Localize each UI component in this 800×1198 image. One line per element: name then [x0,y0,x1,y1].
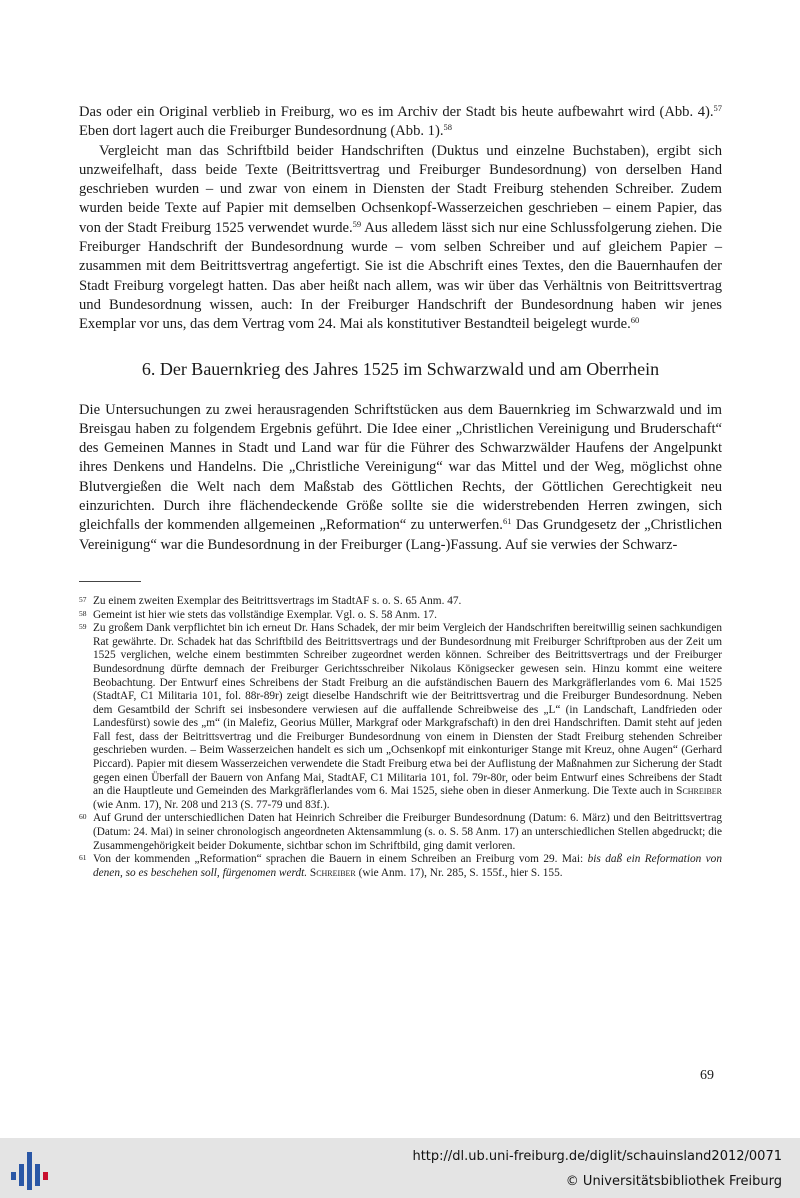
paragraph-text: Das oder ein Original verblieb in Freiburg, wo es im Archiv der Stadt bis heute aufbewahrt wird (Abb. 4). [79,104,714,120]
footnote-number: 57 [79,594,87,604]
paragraph-text: Das Grundgesetz der „Christlichen Vereinigung“ war die Bundesordnung in der Freiburger (Lang-)Fassung. Auf sie verwies der Schwarz- [79,517,722,553]
section-heading: 6. Der Bauernkrieg des Jahres 1525 im Schwarzwald und am Oberrhein [141,358,660,379]
footnotes [79,595,722,880]
footer-bar [0,1138,800,1198]
body-text-2 [79,401,722,555]
footnote-text: Von der kommenden „Reformation“ sprachen die Bauern in einem Schreiben an Freiburg vom 29. Mai: [93,853,588,866]
paragraph-1 [79,103,722,142]
footnote-number: 59 [79,622,87,632]
footnote-number: 61 [79,853,87,863]
footnote-text: (wie Anm. 17), Nr. 208 und 213 (S. 77-79 und 83f.). [93,798,330,811]
footnote-ref-59: 59 [352,218,362,229]
paragraph-2 [79,142,722,335]
footnote-text: Zu großem Dank verpflichtet bin ich erneut Dr. Hans Schadek, der mir beim Vergleich der Handschriften bereitwillig seinen sachkundigen Rat gewährte. Dr. Schadek hat das Schriftbild des Beitrittsvertrags und der Bundesordnung mit Freiburger Schriftproben aus der Zeit um 1525 verglichen, welche einem bestimmten Schreiber zugeordnet werden können. Schreiber des Beitrittsvertrags und der Freiburger Bundesordnung dürfte demnach der Freiburger Gerichtsschreiber Nikolaus Königsecker gewesen sein. Hinzu kommt eine weitere Beobachtung. Der Entwurf eines Schreibens der Stadt Freiburg an die aufständischen Bauern des Markgräflerlandes vom 6. Mai 1525 (StadtAF, C1 Militaria 101, fol. 88r-89r) zeigt dieselbe Handschrift wie der Beitrittsvertrag und die Freiburger Bundesordnung. Neben dem Gesamtbild der Schrift sei insbesondere verwiesen auf die auffallende Schreibweise des „L“ (in Landschaft, Landfrieden oder Landesfürst) sowie des „m“ (in Malefiz, Georius Müller, Markgraf oder Markgrafschaft) in den drei Handschriften. Damit steht auf jeden Fall fest, dass der Beitrittsvertrag und die Freiburger Bundesordnung von einem in Diensten der Stadt Freiburg stehenden Schreiber geschrieben wurden. – Beim Wasserzeichen handelt es sich um „Ochsenkopf mit einkonturiger Stange mit Kreuz, ohne Augen“ (Gerhard Piccard). Papier mit diesem Wasserzeichen verwendete die Stadt Freiburg etwa bei der Auflistung der Maßnahmen zur Sicherung der Stadt gegen einen Überfall der Bauern von Anfang Mai, StadtAF, C1 Militaria 101, fol. 79r-80r, oder beim Entwurf eines Schreibens der Stadt an die Hauptleute und Gemeinden des Markgräflerlandes vom 6. Mai 1525, siehe oben in dieser Anmerkung. Die Texte auch in [93,622,722,798]
document-url-link[interactable]: http://dl.ub.uni-freiburg.de/diglit/schauinsland2012/0071 [412,1149,782,1164]
footnote-ref-58: 58 [443,122,452,133]
footnote-57 [79,595,722,609]
footnote-60 [79,812,722,853]
paragraph-3 [79,401,722,555]
paragraph-text: Vergleicht man das Schriftbild beider Handschriften (Duktus und einzelne Buchstaben), ergibt sich unzweifelhaft, dass beide Texte (Beitrittsvertrag und Freiburger Bundesordnung) von derselben Hand geschrieben wurden – und zwar von einem in Diensten der Stadt Freiburg stehenden Schreiber. Zudem wurden beide Texte auf Papier mit demselben Ochsenkopf-Wasserzeichen geschrieben – einem Papier, das von der Stadt Freiburg 1525 verwendet wurde. [79,142,722,236]
footnote-separator [79,581,141,582]
footnote-text: Auf Grund der unterschiedlichen Daten hat Heinrich Schreiber die Freiburger Bundesordnung (Datum: 6. März) und den Beitrittsvertrag (Datum: 24. Mai) in seiner chronologisch angeordneten Aktensammlung (s. o. S. 58 Anm. 17) an unterschiedlichen Stellen abgedruckt; die Zusammengehörigkeit beider Dokumente, sichtbar schon im Schriftbild, ging damit verloren. [93,812,722,852]
author-name: Schreiber [309,866,356,879]
footnote-61 [79,853,722,880]
body-text [79,103,722,335]
footnote-number: 60 [79,812,87,822]
page-content [79,103,722,880]
footnote-59 [79,622,722,812]
footnote-number: 58 [79,608,87,618]
paragraph-text: Eben dort lagert auch die Freiburger Bundesordnung (Abb. 1). [79,123,444,140]
footnote-text: (wie Anm. 17), Nr. 285, S. 155f., hier S. 155. [355,866,563,879]
author-name: Schreiber [676,785,722,798]
footnote-text: Zu einem zweiten Exemplar des Beitrittsvertrags im StadtAF s. o. S. 65 Anm. 47. [93,594,462,607]
footnote-ref-57: 57 [713,103,722,113]
footnote-text: Gemeint ist hier wie stets das vollständige Exemplar. Vgl. o. S. 58 Anm. 17. [93,608,437,621]
copyright-text: © Universitätsbibliothek Freiburg [565,1174,782,1189]
ub-freiburg-logo-icon[interactable] [8,1148,48,1190]
paragraph-text: Aus alledem lässt sich nur eine Schlussfolgerung ziehen. Die Freiburger Handschrift der Bundesordnung wurde – vom selben Schreiber und auf gleichem Papier – zusammen mit dem Beitrittsvertrag angefertigt. Sie ist die Abschrift eines Textes, den die Bauernhaufen der Stadt Freiburg vorgelegt hatten. Das aber heißt nach allem, was wir über das Verhältnis von Beitrittsvertrag und Bundesordnung wissen, auch: In der Freiburger Handschrift der Bundesordnung haben wir jenes Exemplar vor uns, das dem Vertrag vom 24. Mai als konstitutiver Bestandteil beigelegt wurde. [79,219,722,333]
quotation: bis daß ein Reformation von denen, so es beschehen soll, fürgenomen werdt. [93,853,722,879]
footnote-ref-60: 60 [630,315,640,326]
paragraph-text: Die Untersuchungen zu zwei herausragenden Schriftstücken aus dem Bauernkrieg im Schwarzwald und im Breisgau haben zu folgendem Ergebnis geführt. Die Idee einer „Christlichen Vereinigung und Bruderschaft“ des Gemeinen Mannes in Stadt und Land war für die Führer des Schwarzwälder Haufens der Angelpunkt ihres Denkens und Handelns. Die „Christliche Vereinigung“ war das Mittel und der Weg, möglichst ohne Blutvergießen die Welt nach dem Maßstab des Göttlichen Rechts, der Göttlichen Gerechtigkeit neu einzurichten. Durch ihre flächendeckende Größe sollte sie die widerstrebenden Herren zwingen, sich gleichfalls der kommenden allgemeinen „Reformation“ zu unterwerfen. [79,401,722,534]
footnote-ref-61: 61 [502,516,512,527]
page-number: 69 [700,1068,714,1083]
footnote-58 [79,609,722,623]
